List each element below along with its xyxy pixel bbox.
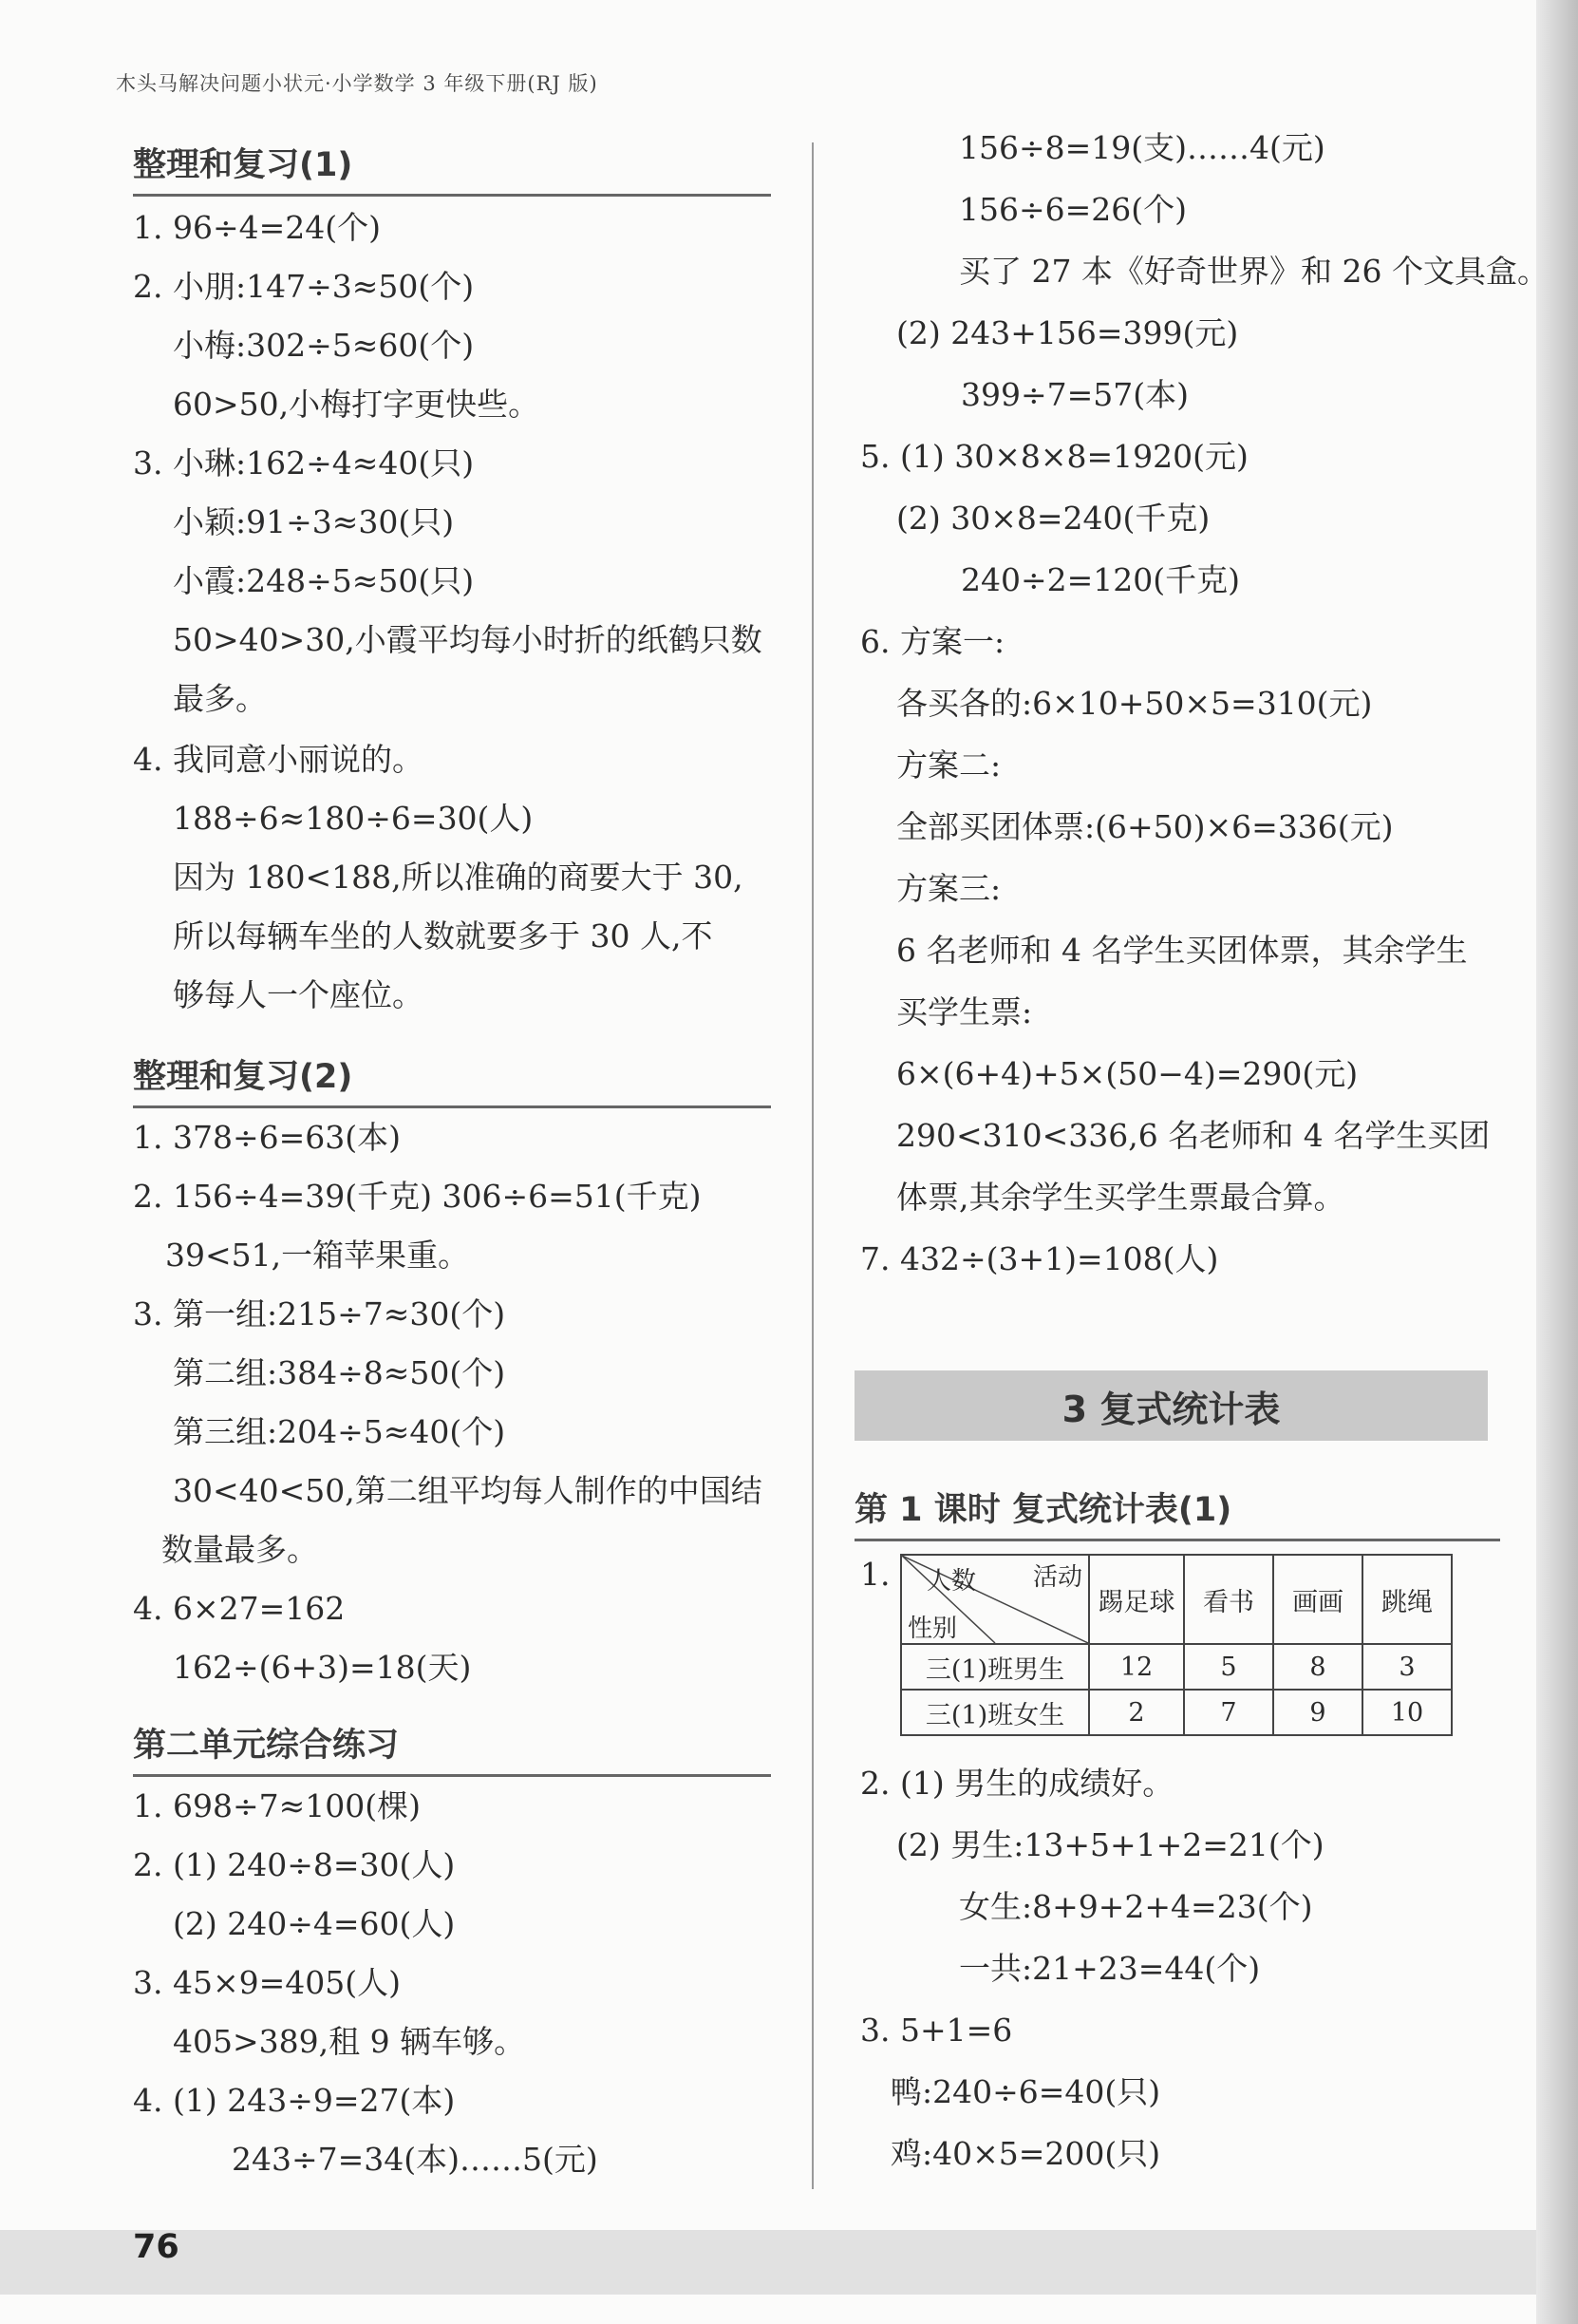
answer-line: 399÷7=57(本)	[961, 376, 1190, 413]
answer-line: 体票,其余学生买学生票最合算。	[896, 1179, 1345, 1216]
answer-line: 第三组:204÷5≈40(个)	[173, 1413, 506, 1450]
answer-line: 买了 27 本《好奇世界》和 26 个文具盒。	[959, 253, 1549, 290]
answer-line: 405>389,租 9 辆车够。	[173, 2023, 526, 2060]
answer-line: 3. 5+1=6	[860, 2012, 1013, 2049]
table-header-cell: 踢足球	[1089, 1555, 1184, 1644]
table-header-row	[901, 1555, 1452, 1644]
answer-line: 1. 96÷4=24(个)	[133, 209, 382, 246]
table-cell: 3	[1362, 1644, 1452, 1690]
answer-line: 小梅:302÷5≈60(个)	[173, 327, 475, 364]
answer-line: 6 名老师和 4 名学生买团体票，其余学生	[896, 932, 1468, 969]
answer-line: 2. (1) 男生的成绩好。	[860, 1765, 1174, 1802]
corner-label-count: 人数	[927, 1567, 977, 1596]
answer-line: 一共:21+23=44(个)	[959, 1950, 1261, 1987]
answer-line: 290<310<336,6 名老师和 4 名学生买团	[896, 1117, 1491, 1154]
answer-line: 156÷6=26(个)	[959, 191, 1188, 228]
answer-line: (2) 30×8=240(千克)	[896, 500, 1211, 537]
answer-line: 7. 432÷(3+1)=108(人)	[860, 1240, 1219, 1277]
table-row-label: 三(1)班男生	[901, 1644, 1089, 1690]
answer-line: 4. 6×27=162	[133, 1590, 346, 1627]
table-cell: 5	[1184, 1644, 1273, 1690]
answer-line: (2) 男生:13+5+1+2=21(个)	[896, 1826, 1324, 1863]
answer-line: 女生:8+9+2+4=23(个)	[959, 1888, 1313, 1925]
answer-line: (2) 243+156=399(元)	[896, 314, 1239, 351]
answer-line: 2. 小朋:147÷3≈50(个)	[133, 268, 475, 305]
answer-line: 1. 698÷7≈100(棵)	[133, 1787, 421, 1824]
table-header-cell: 跳绳	[1362, 1555, 1452, 1644]
answer-line: 1. 378÷6=63(本)	[133, 1119, 401, 1156]
table-cell: 12	[1089, 1644, 1184, 1690]
answer-line: 50>40>30,小霞平均每小时折的纸鹤只数	[173, 621, 762, 658]
table-corner-cell	[901, 1555, 1089, 1644]
corner-label-activity: 活动	[1032, 1563, 1082, 1592]
answer-line: 2. (1) 240÷8=30(人)	[133, 1846, 456, 1883]
answer-line: 最多。	[173, 680, 267, 717]
answer-line: 30<40<50,第二组平均每人制作的中国结	[173, 1472, 762, 1509]
answer-line: 156÷8=19(支)……4(元)	[959, 129, 1325, 166]
answer-line: 够每人一个座位。	[173, 976, 423, 1013]
table-cell: 7	[1184, 1690, 1273, 1735]
answer-line: 2. 156÷4=39(千克) 306÷6=51(千克)	[133, 1178, 702, 1215]
answer-line: 5. (1) 30×8×8=1920(元)	[860, 438, 1249, 475]
answer-line: 鸭:240÷6=40(只)	[891, 2073, 1161, 2110]
corner-label-gender: 性别	[908, 1615, 958, 1643]
compound-stats-table	[900, 1554, 1453, 1736]
answer-line: 3. 小琳:162÷4≈40(只)	[133, 444, 475, 482]
answer-line: 小颖:91÷3≈30(只)	[173, 503, 455, 540]
answer-line: 第二组:384÷8≈50(个)	[173, 1354, 506, 1391]
lesson-title: 第 1 课时 复式统计表(1)	[855, 1483, 1500, 1541]
column-divider	[812, 142, 814, 2189]
answer-line: 方案二:	[896, 746, 1002, 784]
answer-line: 各买各的:6×10+50×5=310(元)	[896, 685, 1373, 722]
question-label: 1.	[860, 1556, 891, 1593]
answer-line: 4. (1) 243÷9=27(本)	[133, 2082, 456, 2119]
table-cell: 10	[1362, 1690, 1452, 1735]
table-row	[901, 1690, 1452, 1735]
answer-line: 243÷7=34(本)……5(元)	[232, 2141, 598, 2178]
answer-line: 全部买团体票:(6+50)×6=336(元)	[896, 808, 1394, 845]
table-cell: 9	[1273, 1690, 1362, 1735]
answer-line: 162÷(6+3)=18(天)	[173, 1649, 472, 1686]
running-head: 木头马解决问题小状元·小学数学 3 年级下册(RJ 版)	[116, 72, 598, 95]
page-number: 76	[133, 2228, 179, 2266]
answer-line: 3. 第一组:215÷7≈30(个)	[133, 1295, 506, 1332]
table-cell: 2	[1089, 1690, 1184, 1735]
section-title-review-1: 整理和复习(1)	[133, 139, 771, 197]
table-row	[901, 1644, 1452, 1690]
answer-line: 数量最多。	[161, 1531, 318, 1568]
page-edge-shadow	[1536, 0, 1578, 2324]
answer-line: 6. 方案一:	[860, 623, 1005, 660]
answer-line: 60>50,小梅打字更快些。	[173, 386, 540, 423]
table-header-cell: 画画	[1273, 1555, 1362, 1644]
section-title-review-2: 整理和复习(2)	[133, 1050, 771, 1108]
table-row-label: 三(1)班女生	[901, 1690, 1089, 1735]
answer-line: 鸡:40×5=200(只)	[891, 2135, 1161, 2172]
answer-line: (2) 240÷4=60(人)	[173, 1905, 456, 1942]
table-header-cell: 看书	[1184, 1555, 1273, 1644]
answer-line: 3. 45×9=405(人)	[133, 1964, 401, 2001]
answer-line: 240÷2=120(千克)	[961, 561, 1241, 598]
footer-bar	[0, 2230, 1536, 2295]
chapter-banner: 3 复式统计表	[855, 1370, 1488, 1441]
answer-line: 6×(6+4)+5×(50−4)=290(元)	[896, 1055, 1359, 1092]
section-title-unit-2-practice: 第二单元综合练习	[133, 1719, 771, 1777]
answer-line: 小霞:248÷5≈50(只)	[173, 562, 475, 599]
answer-line: 188÷6≈180÷6=30(人)	[173, 800, 534, 837]
answer-line: 买学生票:	[896, 993, 1033, 1030]
answer-line: 39<51,一箱苹果重。	[165, 1237, 470, 1274]
answer-line: 方案三:	[896, 870, 1002, 907]
answer-line: 4. 我同意小丽说的。	[133, 741, 423, 778]
answer-line: 所以每辆车坐的人数就要多于 30 人,不	[173, 917, 713, 954]
answer-line: 因为 180<188,所以准确的商要大于 30,	[173, 859, 743, 896]
table-cell: 8	[1273, 1644, 1362, 1690]
